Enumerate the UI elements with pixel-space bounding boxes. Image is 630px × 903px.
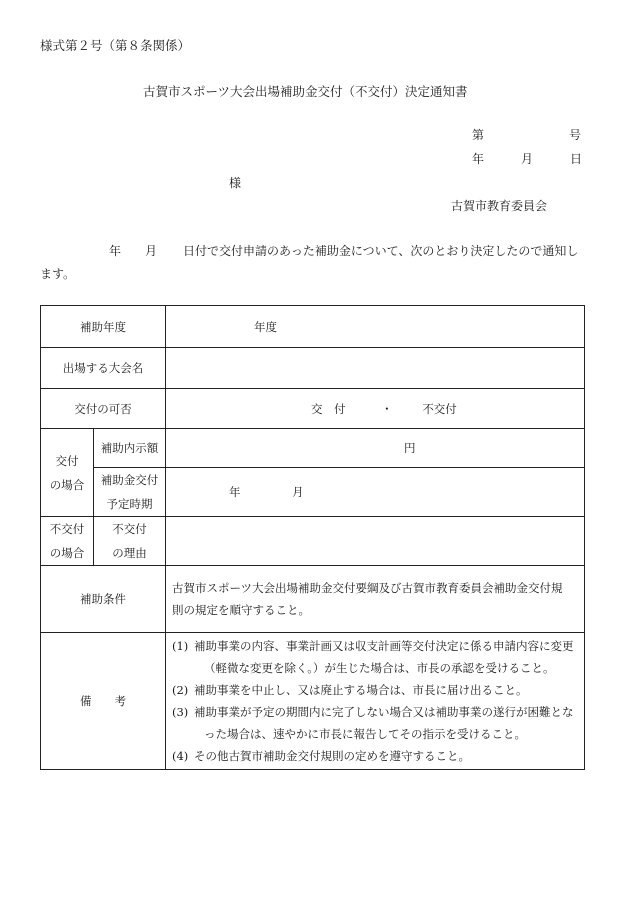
nogrant-reason-line1: 不交付 xyxy=(112,522,147,536)
intro-year-label: 年 xyxy=(109,244,122,258)
subsidy-year-label: 補助年度 xyxy=(41,306,166,348)
intro-text-line1: 日付で交付申請のあった補助金について、次のとおり決定したので通知し xyxy=(183,244,579,258)
row-grant-decision xyxy=(41,389,585,429)
schedule-label-line1: 補助金交付 xyxy=(100,473,159,487)
note-text-line: った場合は、速やかに市長に報告してその指示を受けること。 xyxy=(204,727,526,741)
note-number: (3) xyxy=(172,705,189,719)
note-number: (4) xyxy=(172,749,189,763)
nogrant-case-line2: の場合 xyxy=(49,546,85,560)
event-name-label: 出場する大会名 xyxy=(41,348,166,389)
amount-cell xyxy=(166,429,585,468)
grant-case-label xyxy=(41,429,94,517)
intro-month-label: 月 xyxy=(145,244,158,258)
decision-table xyxy=(40,305,585,770)
grant-case-line2: の場合 xyxy=(49,477,85,492)
nogrant-reason-value xyxy=(166,517,585,566)
schedule-cell xyxy=(166,468,585,517)
intro-text-line2: ます。 xyxy=(40,267,76,281)
nogrant-case-line1: 不交付 xyxy=(49,522,85,536)
decision-option-nogrant: 不交付 xyxy=(422,401,457,416)
row-event-name xyxy=(41,348,585,389)
nogrant-reason-line2: の理由 xyxy=(112,546,147,560)
row-notes xyxy=(41,633,585,770)
grant-decision-label: 交付の可否 xyxy=(41,389,166,429)
note-number: (1) xyxy=(172,639,189,653)
row-conditions xyxy=(41,566,585,633)
note-text-line: （軽微な変更を除く。）が生じた場合は、市長の承認を受けること。 xyxy=(204,661,555,675)
decision-separator: ・ xyxy=(381,401,393,416)
grant-decision-cell xyxy=(166,389,585,429)
form-number: 様式第２号（第８条関係） xyxy=(40,38,191,53)
document-title: 古賀市スポーツ大会出場補助金交付（不交付）決定通知書 xyxy=(143,84,468,99)
row-payment-schedule xyxy=(41,468,585,517)
amount-unit: 円 xyxy=(404,441,416,455)
schedule-label-line2: 予定時期 xyxy=(106,497,153,511)
nogrant-reason-label xyxy=(94,517,166,566)
note-text xyxy=(194,635,578,679)
note-text xyxy=(194,701,578,745)
conditions-text xyxy=(166,566,585,633)
grant-case-line1: 交付 xyxy=(55,453,79,468)
note-text-line: その他古賀市補助金交付規則の定めを遵守すること。 xyxy=(194,749,470,763)
note-text-line: 補助事業の内容、事業計画又は収支計画等交付決定に係る申請内容に変更 xyxy=(194,639,574,653)
event-name-value xyxy=(166,348,585,389)
schedule-year-label: 年 xyxy=(229,485,241,499)
row-grant-amount xyxy=(41,429,585,468)
conditions-line2: 則の規定を順守すること。 xyxy=(172,603,310,617)
schedule-month-label: 月 xyxy=(292,485,304,499)
nogrant-case-label xyxy=(41,517,94,566)
note-item xyxy=(172,701,578,745)
row-subsidy-year xyxy=(41,306,585,348)
subsidy-year-cell xyxy=(166,306,585,348)
subsidy-year-value: 年度 xyxy=(254,319,277,334)
conditions-label: 補助条件 xyxy=(41,566,166,633)
row-nogrant-reason xyxy=(41,517,585,566)
issuer-name: 古賀市教育委員会 xyxy=(451,199,548,213)
notes-label: 備 考 xyxy=(41,633,166,770)
amount-label: 補助内示額 xyxy=(94,429,166,468)
date-day-label: 日 xyxy=(570,152,583,166)
schedule-label xyxy=(94,468,166,517)
note-item xyxy=(172,635,578,679)
note-item xyxy=(172,745,578,767)
decision-option-grant: 交 付 xyxy=(311,401,346,416)
note-item xyxy=(172,679,578,701)
note-number: (2) xyxy=(172,683,189,697)
note-text xyxy=(194,745,578,767)
note-text-line: 補助事業が予定の期間内に完了しない場合又は補助事業の遂行が困難とな xyxy=(194,705,574,719)
date-year-label: 年 xyxy=(472,152,485,166)
notes-list xyxy=(172,635,578,767)
note-text xyxy=(194,679,578,701)
note-text-line: 補助事業を中止し、又は廃止する場合は、市長に届け出ること。 xyxy=(194,683,528,697)
conditions-line1: 古賀市スポーツ大会出場補助金交付要綱及び古賀市教育委員会補助金交付規 xyxy=(172,581,563,595)
number-label-go: 号 xyxy=(569,128,582,142)
date-month-label: 月 xyxy=(521,152,534,166)
notes-cell xyxy=(166,633,585,770)
addressee-suffix: 様 xyxy=(229,176,242,190)
number-label-dai: 第 xyxy=(472,128,485,142)
